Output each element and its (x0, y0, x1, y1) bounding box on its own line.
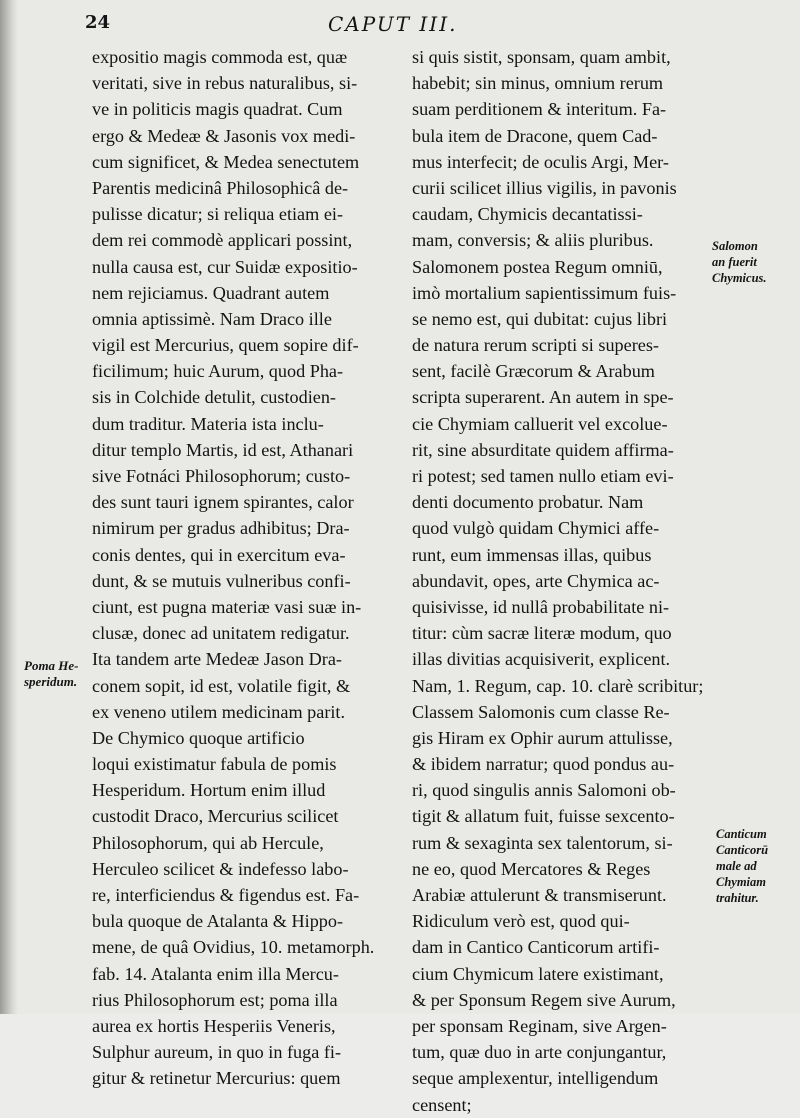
text-line: tigit & allatum fuit, fuisse sexcento- (412, 806, 675, 827)
text-line: se nemo est, qui dubitat: cujus libri (412, 308, 668, 329)
text-line: re, interficiendus & figendus est. Fa- (92, 885, 360, 905)
text-line: de natura rerum scripti si superes- (412, 335, 659, 356)
text-line: fab. 14. Atalanta enim illa Mercu- (92, 963, 339, 984)
text-line: omnia aptissimè. Nam Draco ille (92, 308, 332, 329)
text-line: quod vulgò quidam Chymici affe- (412, 518, 660, 539)
text-line: sive Fotnáci Philosophorum; custo- (92, 466, 351, 486)
text-line: nulla causa est, cur Suidæ expositio- (92, 256, 358, 277)
text-line: ri potest; sed tamen nullo etiam evi- (412, 466, 674, 486)
text-line: mene, de quâ Ovidius, 10. metamorph. (92, 937, 375, 958)
text-line: nem rejiciamus. Quadrant autem (92, 282, 330, 303)
text-line: Salomonem postea Regum omniū, (412, 256, 663, 277)
text-line: & ibidem narratur; quod pondus au- (412, 754, 675, 775)
text-line: imò mortalium sapientissimum fuis- (412, 282, 677, 303)
text-line: mam, conversis; & aliis pluribus. (412, 230, 654, 251)
text-line: Sulphur aureum, in quo in fuga fi- (92, 1042, 342, 1063)
text-line: bula quoque de Atalanta & Hippo- (92, 911, 344, 932)
marginal-note-line: speridum. (24, 674, 78, 689)
text-line: Philosophorum, qui ab Hercule, (92, 832, 324, 853)
marginal-note-line: an fuerit (712, 255, 757, 269)
text-line: censent; (412, 1094, 472, 1115)
text-line: Hesperidum. Hortum enim illud (92, 780, 326, 801)
page-header (85, 12, 735, 40)
text-line: cum significet, & Medea senectutem (92, 151, 360, 172)
text-line: gitur & retinetur Mercurius: quem (92, 1068, 341, 1089)
text-line: ve in politicis magis quadrat. Cum (92, 99, 343, 120)
right-text-column (412, 44, 712, 1118)
marginal-note-line: Canticum (716, 827, 767, 841)
text-line: des sunt tauri ignem spirantes, calor (92, 492, 354, 513)
marginal-note-line: Poma He- (24, 658, 79, 673)
text-line: conis dentes, qui in exercitum eva- (92, 544, 346, 565)
text-line: Parentis medicinâ Philosophicâ de- (92, 177, 349, 198)
marginal-note-poma-hesperidum (24, 658, 90, 690)
text-line: quisivisse, id nullâ probabilitate ni- (412, 596, 670, 617)
text-line: gis Hiram ex Ophir aurum attulisse, (412, 727, 673, 748)
text-line: mus interfecit; de oculis Argi, Mer- (412, 151, 669, 172)
text-line: dam in Cantico Canticorum artifi- (412, 937, 660, 958)
text-line: curii scilicet illius vigilis, in pavonis (412, 177, 677, 198)
page-gutter-shadow (0, 0, 18, 1014)
marginal-note-line: Chymicus. (712, 271, 767, 285)
text-line: titur: cùm sacræ literæ modum, quo (412, 623, 672, 644)
text-line: habebit; sin minus, omnium rerum (412, 73, 664, 94)
text-line: custodit Draco, Mercurius scilicet (92, 806, 339, 827)
text-line: ficilimum; huic Aurum, quod Pha- (92, 361, 344, 382)
text-line: aurea ex hortis Hesperiis Veneris, (92, 1015, 336, 1036)
text-line: nimirum per gradus adhibitus; Dra- (92, 518, 350, 539)
marginal-note-line: Salomon (712, 239, 758, 253)
text-line: pulisse dicatur; si reliqua etiam ei- (92, 204, 344, 225)
marginal-note-line: trahitur. (716, 891, 759, 905)
text-line: Arabiæ attulerunt & transmiserunt. (412, 885, 667, 905)
text-line: rit, sine absurditate quidem affirma- (412, 439, 674, 460)
text-line: dunt, & se mutuis vulneribus confi- (92, 570, 351, 591)
text-line: sent, facilè Græcorum & Arabum (412, 361, 655, 382)
running-head: CAPUT III. (328, 12, 458, 36)
text-line: Ridiculum verò est, quod qui- (412, 911, 630, 932)
text-line: cium Chymicum latere existimant, (412, 963, 664, 984)
text-line: ciunt, est pugna materiæ vasi suæ in- (92, 596, 362, 617)
text-line: dem rei commodè applicari possint, (92, 230, 353, 251)
text-line: caudam, Chymicis decantatissi- (412, 204, 643, 225)
text-line: abundavit, opes, arte Chymica ac- (412, 570, 660, 591)
text-line: seque amplexentur, intelligendum (412, 1068, 659, 1089)
text-line: si quis sistit, sponsam, quam ambit, (412, 47, 671, 67)
text-line: rum & sexaginta sex talentorum, si- (412, 832, 673, 853)
text-line: ditur templo Martis, id est, Athanari (92, 439, 354, 460)
marginal-note-line: Chymiam (716, 875, 767, 889)
text-line: suam perditionem & interitum. Fa- (412, 99, 667, 120)
text-line: loqui existimatur fabula de pomis (92, 754, 337, 775)
text-line: runt, eum immensas illas, quibus (412, 544, 652, 565)
text-line: per sponsam Reginam, sive Argen- (412, 1015, 667, 1036)
text-line: ri, quod singulis annis Salomoni ob- (412, 780, 676, 801)
marginal-note-salomon (712, 238, 794, 286)
text-line: ne eo, quod Mercatores & Reges (412, 858, 651, 879)
marginal-note-line: male ad (716, 859, 757, 873)
marginal-note-canticum (716, 826, 796, 906)
text-line: vigil est Mercurius, quem sopire dif- (92, 335, 359, 356)
text-line: dum traditur. Materia ista inclu- (92, 413, 324, 434)
text-line: expositio magis commoda est, quæ (92, 47, 348, 67)
text-line: & per Sponsum Regem sive Aurum, (412, 989, 676, 1010)
text-line: illas divitias acquisiverit, explicent. (412, 649, 671, 670)
text-line: bula item de Dracone, quem Cad- (412, 125, 658, 146)
text-line: Herculeo scilicet & indefesso labo- (92, 858, 349, 879)
text-line: Nam, 1. Regum, cap. 10. clarè scribitur; (412, 675, 704, 696)
text-line: sis in Colchide detulit, custodien- (92, 387, 336, 408)
text-line: conem sopit, id est, volatile figit, & (92, 675, 351, 696)
text-line: cie Chymiam calluerit vel excolue- (412, 413, 668, 434)
left-text-column (92, 44, 410, 1092)
text-line: scripta superarent. An autem in spe- (412, 387, 674, 408)
marginal-note-line: Canticorū (716, 843, 769, 857)
text-line: veritati, sive in rebus naturalibus, si- (92, 73, 358, 94)
text-line: Classem Salomonis cum classe Re- (412, 701, 670, 722)
text-line: rius Philosophorum est; poma illa (92, 989, 338, 1010)
text-line: ex veneno utilem medicinam parit. (92, 701, 346, 722)
text-line: ergo & Medeæ & Jasonis vox medi- (92, 125, 356, 146)
page-number: 24 (85, 12, 111, 33)
text-line: tum, quæ duo in arte conjungantur, (412, 1042, 667, 1063)
text-line: clusæ, donec ad unitatem redigatur. (92, 623, 350, 644)
text-line: Ita tandem arte Medeæ Jason Dra- (92, 649, 342, 670)
text-line: denti documento probatur. Nam (412, 492, 644, 513)
text-line: De Chymico quoque artificio (92, 727, 305, 748)
